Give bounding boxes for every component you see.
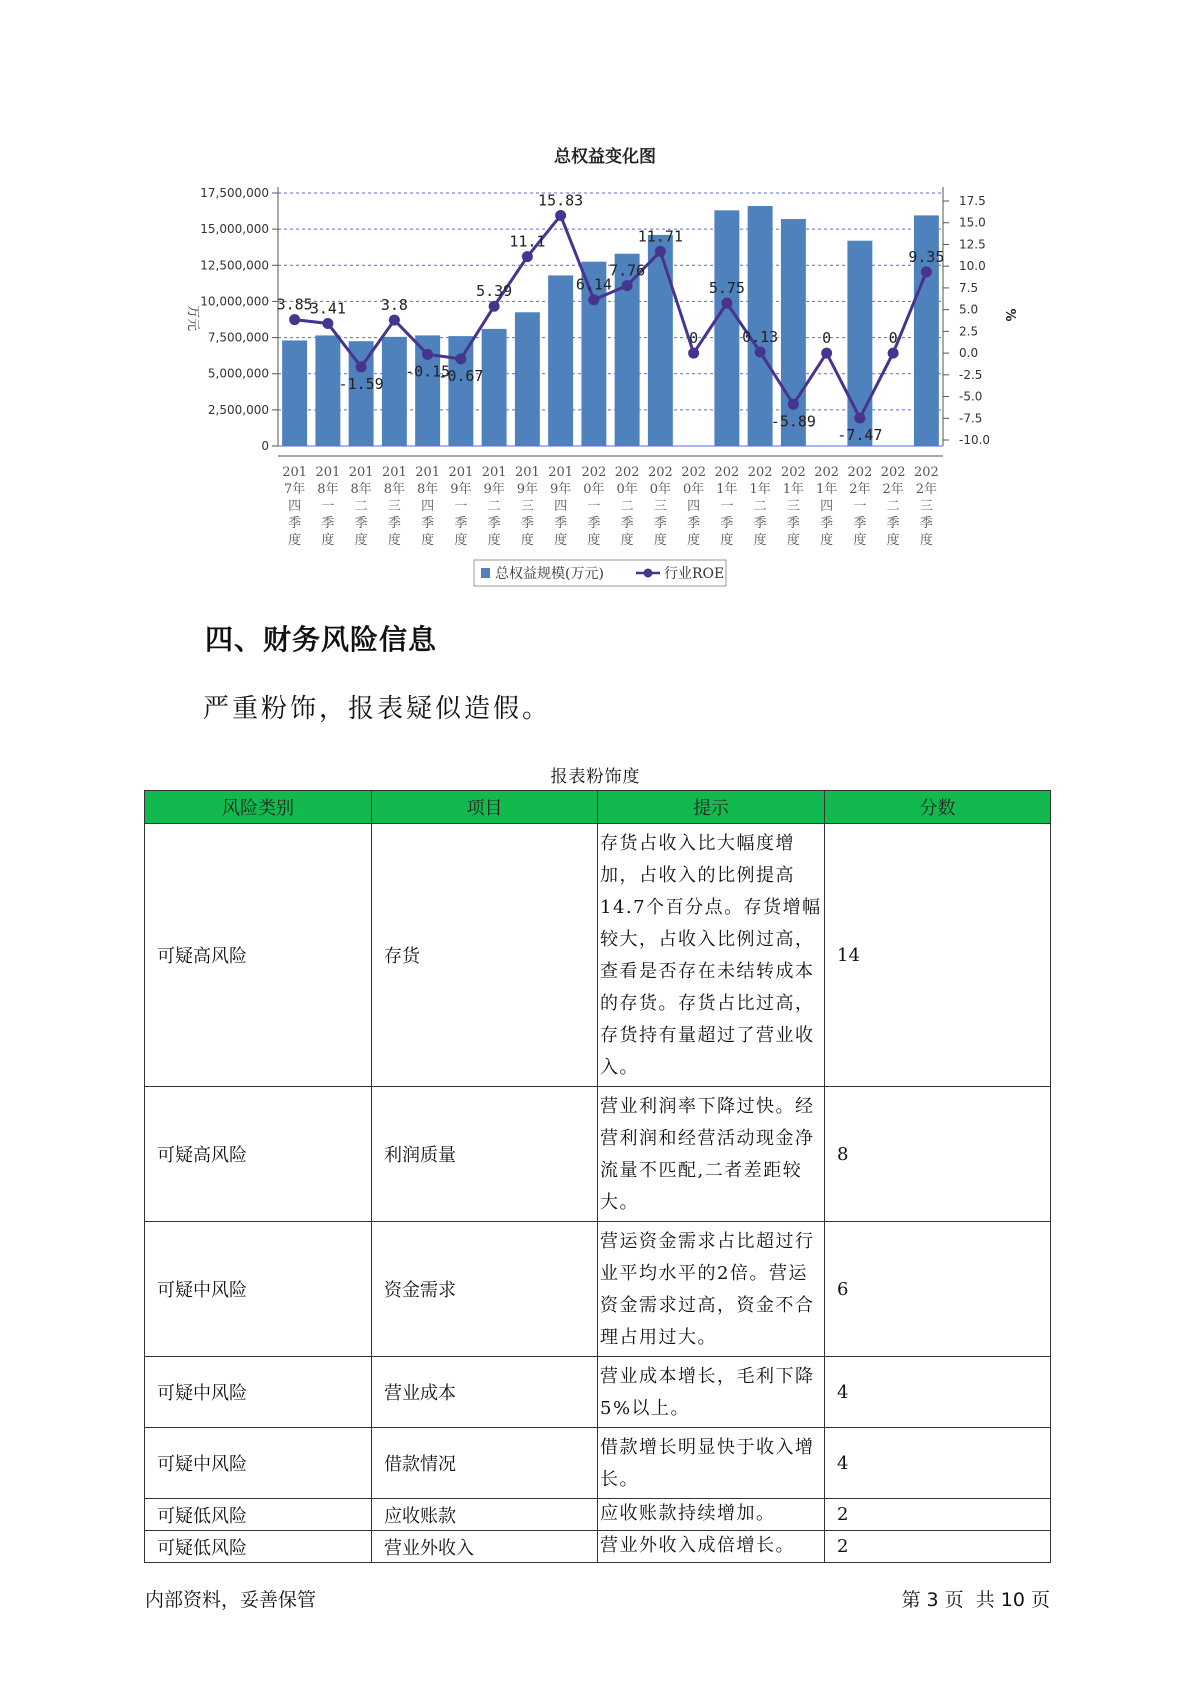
row-tip: 借款增长明显快于收入增长。	[598, 1428, 825, 1499]
x-tick-label: 度	[454, 533, 468, 548]
roe-point	[555, 210, 566, 221]
x-tick-label: 季	[421, 516, 435, 531]
header-tip: 提示	[598, 791, 825, 824]
x-tick-label: 202	[880, 465, 906, 480]
x-tick-label: 季	[753, 516, 767, 531]
row-score: 2	[825, 1531, 1051, 1563]
x-tick-label: 度	[354, 533, 368, 548]
left-tick-label: 7,500,000	[207, 330, 269, 345]
roe-point	[921, 266, 932, 277]
x-axis-labels	[282, 465, 939, 548]
x-tick-label: 季	[853, 516, 867, 531]
x-tick-label: 度	[886, 533, 900, 548]
footer-total-pages: 共 10 页	[975, 1589, 1050, 1611]
roe-data-label: 7.76	[609, 261, 646, 280]
roe-data-label: 9.35	[908, 247, 945, 266]
roe-data-label: 0	[689, 329, 699, 348]
x-tick-label: 四	[687, 499, 701, 514]
row-tip: 应收账款持续增加。	[598, 1499, 825, 1531]
x-tick-label: 度	[321, 533, 335, 548]
table-row	[145, 1087, 1051, 1222]
roe-data-label: 11.71	[637, 227, 683, 246]
roe-point	[322, 318, 333, 329]
row-item: 资金需求	[372, 1222, 598, 1357]
equity-bar	[448, 336, 473, 446]
x-tick-label: 季	[288, 516, 302, 531]
right-axis-ticks	[943, 194, 990, 447]
x-tick-label: 季	[653, 516, 667, 531]
right-tick-label: 12.5	[959, 237, 986, 252]
x-tick-label: 201	[315, 465, 341, 480]
equity-bar	[282, 340, 307, 446]
left-axis-ticks	[200, 186, 278, 453]
risk-table	[144, 790, 1051, 1563]
x-tick-label: 202	[780, 465, 806, 480]
roe-data-label: -0.67	[438, 366, 484, 385]
x-tick-label: 度	[820, 533, 834, 548]
x-tick-label: 8年	[317, 482, 339, 497]
x-tick-label: 四	[288, 499, 302, 514]
left-tick-label: 2,500,000	[207, 402, 269, 417]
equity-bar	[748, 206, 773, 446]
roe-data-label: 5.39	[476, 282, 513, 301]
left-tick-label: 15,000,000	[200, 222, 269, 237]
roe-point	[422, 349, 433, 360]
x-tick-label: 8年	[350, 482, 372, 497]
table-row	[145, 1499, 1051, 1531]
equity-bar	[648, 235, 673, 446]
right-axis-label: %	[1002, 308, 1017, 322]
x-tick-label: 度	[288, 533, 302, 548]
x-tick-label: 四	[421, 499, 435, 514]
x-tick-label: 度	[421, 533, 435, 548]
x-tick-label: 季	[321, 516, 335, 531]
roe-point	[622, 280, 633, 291]
right-tick-label: -7.5	[959, 411, 983, 426]
x-tick-label: 三	[653, 499, 667, 514]
x-tick-label: 季	[520, 516, 534, 531]
equity-bar	[515, 312, 540, 446]
left-tick-label: 10,000,000	[200, 294, 269, 309]
x-tick-label: 二	[753, 499, 767, 514]
row-item: 利润质量	[372, 1087, 598, 1222]
roe-data-label: 15.83	[538, 191, 584, 210]
roe-point	[455, 353, 466, 364]
table-header-row	[145, 791, 1051, 824]
roe-point	[389, 315, 400, 326]
row-score: 6	[825, 1222, 1051, 1357]
roe-data-label: -7.47	[837, 426, 883, 445]
row-score: 2	[825, 1499, 1051, 1531]
equity-bar	[548, 275, 573, 446]
row-score: 8	[825, 1087, 1051, 1222]
x-tick-label: 二	[620, 499, 634, 514]
roe-point	[888, 348, 899, 359]
x-tick-label: 三	[520, 499, 534, 514]
right-tick-label: 7.5	[959, 280, 979, 295]
row-score: 4	[825, 1428, 1051, 1499]
x-tick-label: 201	[381, 465, 407, 480]
x-tick-label: 二	[487, 499, 501, 514]
legend-bar-swatch	[481, 568, 490, 578]
table-row	[145, 1222, 1051, 1357]
row-item: 营业成本	[372, 1357, 598, 1428]
right-tick-label: -5.0	[959, 389, 983, 404]
roe-point	[588, 294, 599, 305]
x-tick-label: 9年	[450, 482, 472, 497]
x-tick-label: 一	[587, 499, 601, 514]
roe-point	[655, 246, 666, 257]
x-tick-label: 度	[720, 533, 734, 548]
x-tick-label: 202	[714, 465, 740, 480]
right-tick-label: -2.5	[959, 367, 983, 382]
equity-bar	[382, 337, 407, 446]
row-score: 14	[825, 824, 1051, 1087]
footer-page-number: 第 3 页	[901, 1589, 964, 1611]
x-tick-label: 一	[853, 499, 867, 514]
footer-confidential: 内部资料，妥善保管	[145, 1589, 317, 1611]
x-tick-label: 9年	[516, 482, 539, 497]
x-tick-label: 度	[653, 533, 667, 548]
x-tick-label: 季	[620, 516, 634, 531]
roe-data-label: 3.85	[276, 295, 313, 314]
risk-summary: 严重粉饰，报表疑似造假。	[203, 694, 552, 724]
x-tick-label: 201	[348, 465, 374, 480]
x-tick-label: 度	[853, 533, 867, 548]
right-tick-label: 5.0	[959, 302, 979, 317]
x-tick-label: 2年	[915, 482, 938, 497]
row-score: 4	[825, 1357, 1051, 1428]
roe-data-label: -5.89	[770, 412, 816, 431]
x-tick-label: 201	[514, 465, 540, 480]
x-tick-label: 0年	[583, 482, 605, 497]
x-tick-label: 度	[587, 533, 601, 548]
x-tick-label: 202	[647, 465, 673, 480]
x-tick-label: 8年	[383, 482, 406, 497]
roe-point	[522, 251, 533, 262]
roe-point	[755, 346, 766, 357]
roe-data-label: 0.13	[742, 327, 779, 346]
section-heading: 四、财务风险信息	[205, 623, 438, 656]
x-tick-label: 0年	[616, 482, 638, 497]
x-tick-label: 202	[681, 465, 707, 480]
chart-axes	[278, 187, 943, 456]
x-tick-label: 一	[321, 499, 335, 514]
x-tick-label: 201	[448, 465, 474, 480]
row-item: 应收账款	[372, 1499, 598, 1531]
x-tick-label: 202	[913, 465, 939, 480]
equity-chart	[0, 0, 1191, 600]
x-tick-label: 202	[847, 465, 873, 480]
row-item: 存货	[372, 824, 598, 1087]
x-tick-label: 度	[919, 533, 933, 548]
x-tick-label: 二	[886, 499, 900, 514]
x-tick-label: 季	[487, 516, 501, 531]
chart-legend	[474, 560, 726, 586]
row-category: 可疑低风险	[145, 1531, 372, 1563]
x-tick-label: 1年	[815, 482, 838, 497]
equity-bar	[714, 210, 739, 446]
x-tick-label: 202	[581, 465, 607, 480]
row-tip: 营业成本增长，毛利下降5%以上。	[598, 1357, 825, 1428]
x-tick-label: 201	[481, 465, 507, 480]
equity-bar	[315, 335, 340, 446]
x-tick-label: 2年	[882, 482, 904, 497]
x-tick-label: 三	[786, 499, 800, 514]
x-tick-label: 8年	[416, 482, 439, 497]
row-item: 借款情况	[372, 1428, 598, 1499]
roe-point	[821, 348, 832, 359]
x-tick-label: 季	[354, 516, 368, 531]
x-tick-label: 202	[814, 465, 840, 480]
x-tick-label: 9年	[483, 482, 505, 497]
footer-page	[896, 1585, 1050, 1612]
roe-point	[721, 298, 732, 309]
x-tick-label: 季	[720, 516, 734, 531]
row-tip: 营业利润率下降过快。经营利润和经营活动现金净流量不匹配,二者差距较大。	[598, 1087, 825, 1222]
row-tip: 营运资金需求占比超过行业平均水平的2倍。营运资金需求过高，资金不合理占用过大。	[598, 1222, 825, 1357]
x-tick-label: 度	[487, 533, 501, 548]
row-category: 可疑中风险	[145, 1357, 372, 1428]
legend-line-marker	[644, 569, 653, 578]
x-tick-label: 季	[387, 516, 401, 531]
roe-data-label: 3.41	[309, 299, 346, 318]
row-category: 可疑中风险	[145, 1222, 372, 1357]
left-tick-label: 17,500,000	[200, 186, 269, 200]
roe-data-label: -1.59	[338, 374, 384, 393]
x-tick-label: 一	[720, 499, 734, 514]
equity-bar	[482, 329, 507, 446]
roe-point	[788, 399, 799, 410]
roe-point	[356, 361, 367, 372]
x-tick-label: 季	[687, 516, 701, 531]
table-row	[145, 1428, 1051, 1499]
legend-line-label: 行业ROE	[664, 566, 725, 582]
x-tick-label: 201	[415, 465, 441, 480]
right-tick-label: -10.0	[959, 433, 991, 447]
roe-point	[289, 314, 300, 325]
roe-data-label: 0	[822, 329, 832, 348]
x-tick-label: 0年	[682, 482, 705, 497]
x-tick-label: 1年	[749, 482, 771, 497]
roe-point	[854, 413, 865, 424]
row-category: 可疑高风险	[145, 1087, 372, 1222]
roe-data-label: 0	[888, 329, 898, 348]
x-tick-label: 度	[786, 533, 800, 548]
x-tick-label: 季	[919, 516, 933, 531]
row-category: 可疑高风险	[145, 824, 372, 1087]
x-tick-label: 1年	[782, 482, 805, 497]
right-tick-label: 10.0	[959, 259, 986, 274]
x-tick-label: 季	[454, 516, 468, 531]
x-tick-label: 四	[554, 499, 568, 514]
header-score: 分数	[825, 791, 1051, 824]
roe-data-label: 3.8	[380, 296, 408, 315]
right-tick-label: 15.0	[959, 215, 986, 230]
header-item: 项目	[372, 791, 598, 824]
roe-data-label: -0.15	[405, 362, 451, 381]
x-tick-label: 201	[548, 465, 574, 480]
x-tick-label: 三	[919, 499, 933, 514]
table-caption: 报表粉饰度	[550, 767, 641, 787]
x-tick-label: 二	[354, 499, 368, 514]
x-tick-label: 9年	[549, 482, 572, 497]
x-tick-label: 季	[786, 516, 800, 531]
x-tick-label: 三	[387, 499, 401, 514]
roe-data-label: 5.75	[708, 279, 745, 298]
table-row	[145, 824, 1051, 1087]
roe-point	[489, 301, 500, 312]
left-tick-label: 0	[261, 439, 269, 453]
right-tick-label: 0.0	[959, 346, 979, 361]
x-tick-label: 度	[554, 533, 568, 548]
x-tick-label: 7年	[283, 482, 306, 497]
table-row	[145, 1357, 1051, 1428]
left-tick-label: 12,500,000	[200, 258, 269, 273]
header-category: 风险类别	[145, 791, 372, 824]
x-tick-label: 202	[614, 465, 640, 480]
x-tick-label: 季	[554, 516, 568, 531]
row-category: 可疑低风险	[145, 1499, 372, 1531]
x-tick-label: 度	[520, 533, 534, 548]
row-category: 可疑中风险	[145, 1428, 372, 1499]
chart-title: 总权益变化图	[554, 147, 656, 167]
right-tick-label: 2.5	[959, 324, 979, 339]
x-tick-label: 季	[886, 516, 900, 531]
x-tick-label: 201	[282, 465, 308, 480]
roe-data-label: 6.14	[575, 275, 612, 294]
row-item: 营业外收入	[372, 1531, 598, 1563]
x-tick-label: 度	[387, 533, 401, 548]
x-tick-label: 度	[753, 533, 767, 548]
roe-point	[688, 348, 699, 359]
x-tick-label: 2年	[849, 482, 871, 497]
x-tick-label: 季	[587, 516, 601, 531]
left-axis-label: 万元	[185, 304, 200, 332]
x-tick-label: 度	[687, 533, 701, 548]
x-tick-label: 四	[820, 499, 834, 514]
x-tick-label: 度	[620, 533, 634, 548]
x-tick-label: 季	[820, 516, 834, 531]
x-tick-label: 0年	[649, 482, 672, 497]
table-row	[145, 1531, 1051, 1563]
legend-bar-label: 总权益规模(万元)	[495, 566, 604, 582]
x-tick-label: 一	[454, 499, 468, 514]
left-tick-label: 5,000,000	[207, 366, 269, 381]
row-tip: 营业外收入成倍增长。	[598, 1531, 825, 1563]
right-tick-label: 17.5	[959, 194, 986, 208]
roe-data-label: 11.1	[509, 232, 546, 251]
x-tick-label: 202	[747, 465, 773, 480]
x-tick-label: 1年	[716, 482, 738, 497]
row-tip: 存货占收入比大幅度增加，占收入的比例提高14.7个百分点。存货增幅较大，占收入比例过高，查看是否存在未结转成本的存货。存货占比过高，存货持有量超过了营业收入。	[598, 824, 825, 1087]
